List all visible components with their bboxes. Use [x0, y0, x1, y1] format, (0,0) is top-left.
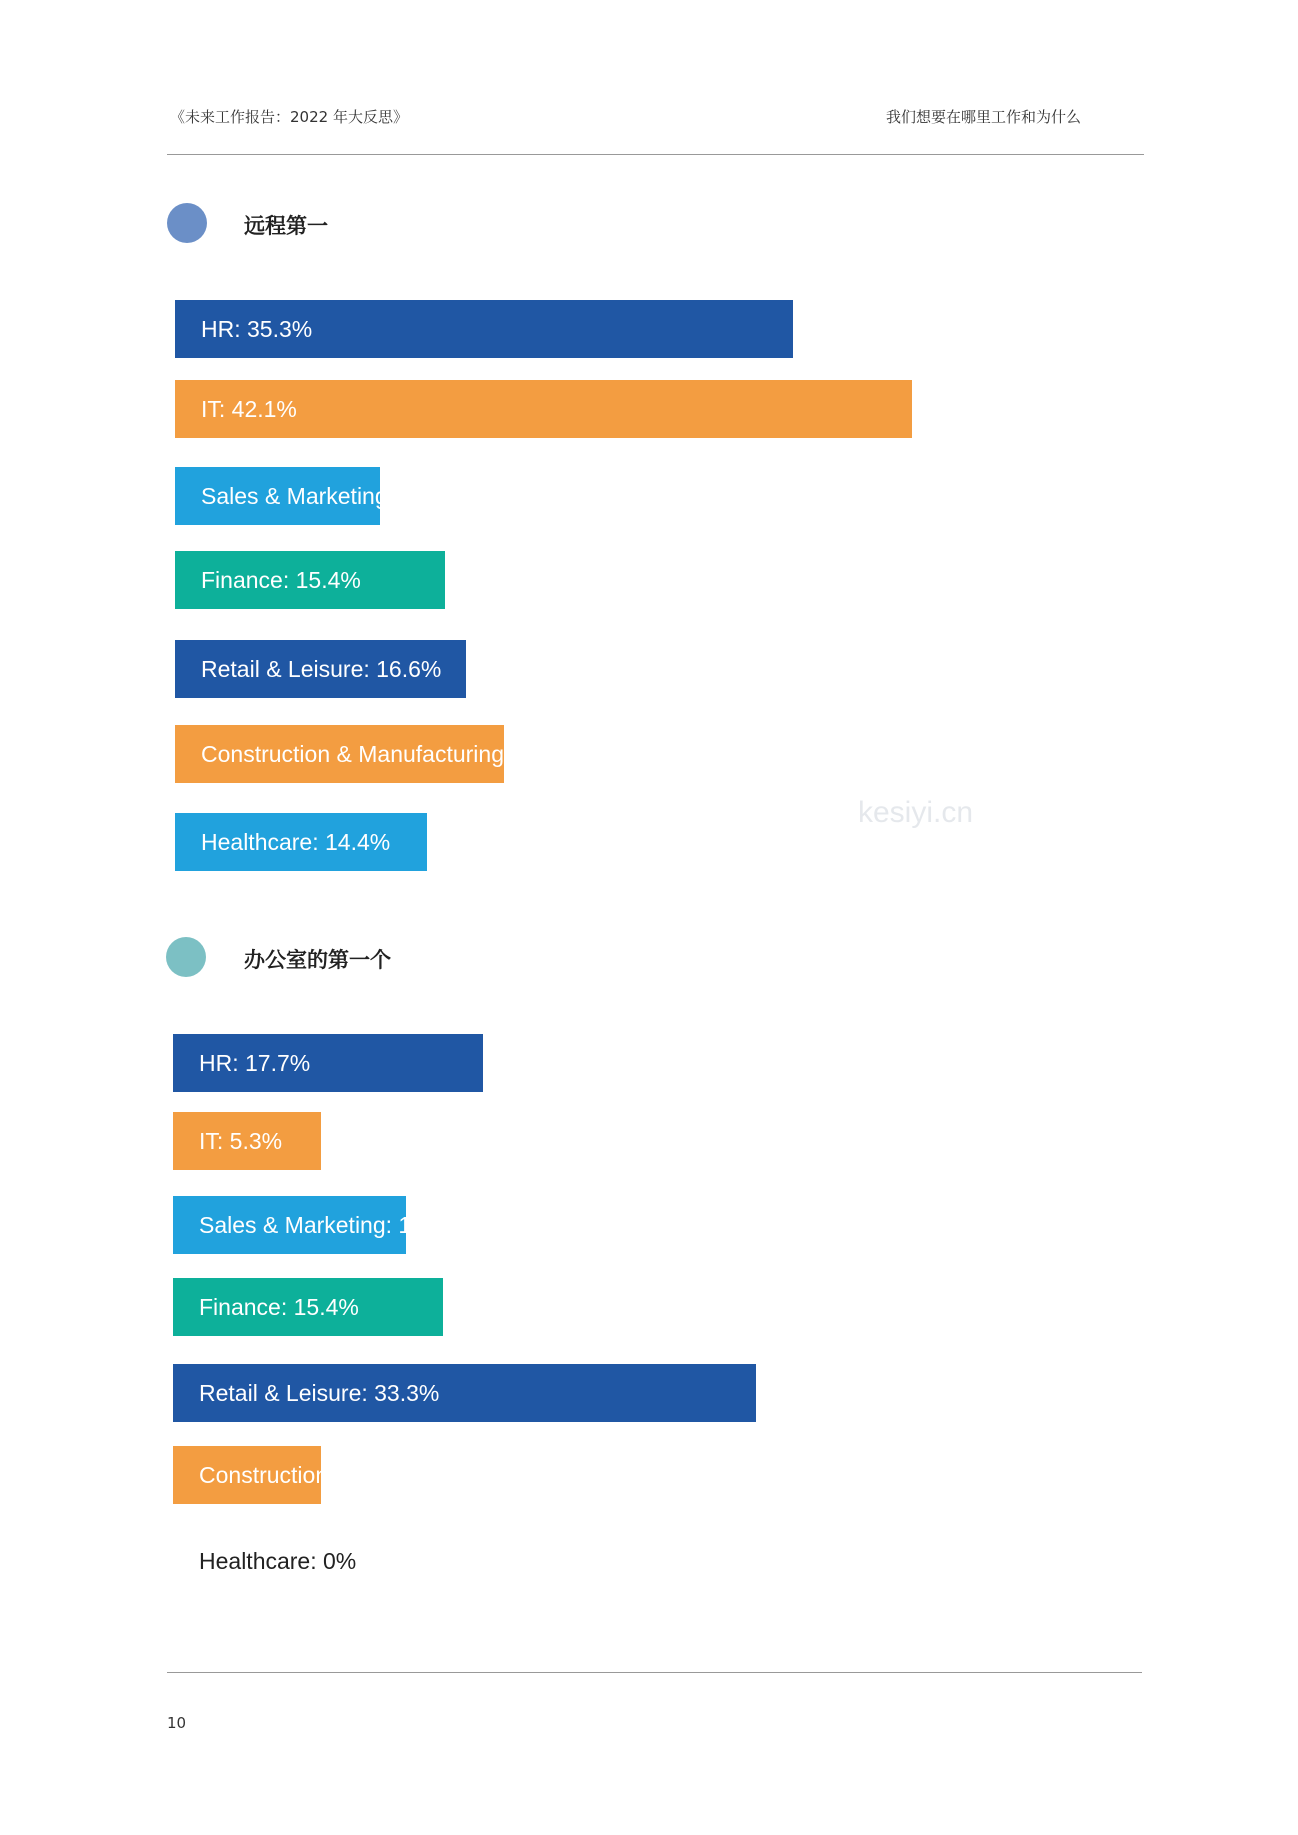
- bar-label: Finance: 15.4%: [201, 566, 361, 593]
- bar-label: Healthcare: 0%: [199, 1547, 357, 1574]
- bar-label: Healthcare: 14.4%: [201, 828, 391, 855]
- bar-label: Construction : 6.3%: [199, 1461, 400, 1488]
- bar-2-construction: [173, 1446, 400, 1504]
- bar-2-retail-leisure: [173, 1364, 756, 1422]
- bar-label: Retail & Leisure: 33.3%: [199, 1379, 440, 1406]
- chapter-title: 我们想要在哪里工作和为什么: [885, 108, 1081, 126]
- footer-divider: [167, 1672, 1142, 1673]
- report-title: 《未来工作报告：2022 年大反思》: [170, 108, 408, 126]
- bar-label: Sales & Marketing: 13.3%: [199, 1211, 464, 1238]
- bar-2-it: [173, 1112, 321, 1170]
- watermark-text: kesiyi.cn: [858, 796, 974, 829]
- bar-label: Finance: 15.4%: [199, 1293, 359, 1320]
- bar-label: HR: 17.7%: [199, 1049, 311, 1076]
- bar-1-finance: [175, 551, 445, 609]
- section-1-title: 远程第一: [244, 213, 328, 238]
- bar-2-healthcare: [173, 1532, 573, 1590]
- bar-2-sales-marketing: [173, 1196, 464, 1254]
- section-2-title: 办公室的第一个: [244, 947, 391, 972]
- bar-1-construction-manufacturing: [175, 725, 589, 783]
- bar-2-hr: [173, 1034, 483, 1092]
- bar-1-healthcare: [175, 813, 427, 871]
- bar-label: Retail & Leisure: 16.6%: [201, 655, 442, 682]
- bar-label: HR: 35.3%: [201, 315, 313, 342]
- bar-label: Construction & Manufacturing : 18.8%: [201, 740, 589, 767]
- bar-1-hr: [175, 300, 793, 358]
- bar-label: Sales & Marketing: 6.7%: [201, 482, 453, 509]
- bar-label: IT: 5.3%: [199, 1127, 283, 1154]
- bar-1-sales-marketing: [175, 467, 453, 525]
- bar-label: IT: 42.1%: [201, 395, 297, 422]
- bar-1-retail-leisure: [175, 640, 466, 698]
- page-number: 10: [167, 1714, 187, 1732]
- bar-2-finance: [173, 1278, 443, 1336]
- bar-1-it: [175, 380, 912, 438]
